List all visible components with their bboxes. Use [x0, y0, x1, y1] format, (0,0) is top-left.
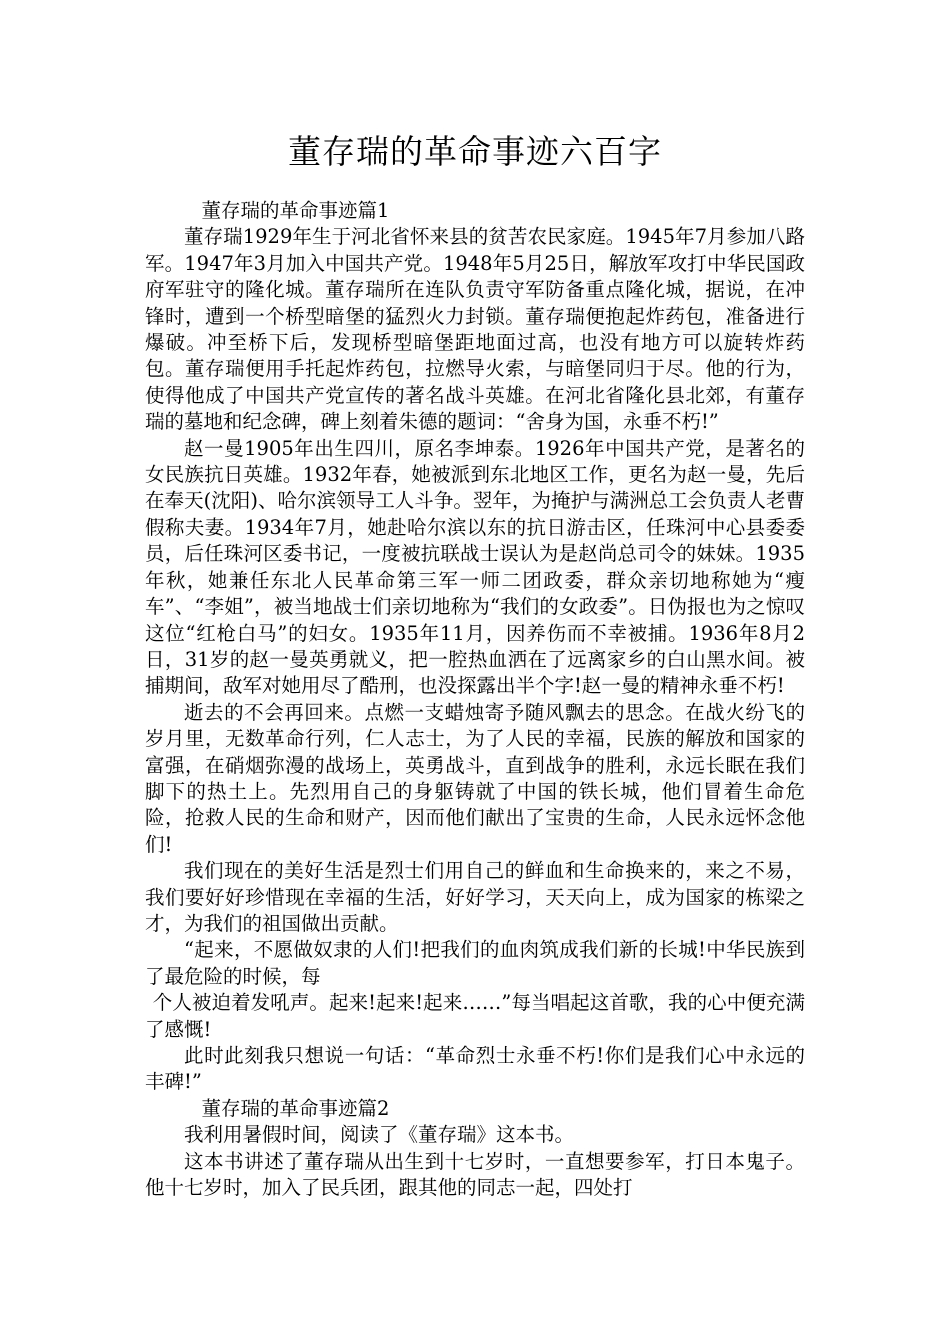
section-heading-1: 董存瑞的革命事迹篇1 [201, 199, 390, 222]
paragraph-anthem-part2: 个人被迫着发吼声。起来!起来!起来……”每当唱起这首歌，我的心中便充满了感慨! [145, 991, 805, 1041]
paragraph-tribute: 此时此刻我只想说一句话：“革命烈士永垂不朽!你们是我们心中永远的丰碑!” [145, 1044, 805, 1094]
paragraph-anthem-part1: “起来，不愿做奴隶的人们!把我们的血肉筑成我们新的长城!中华民族到了最危险的时候，每 [145, 938, 805, 988]
paragraph-remembrance: 逝去的不会再回来。点燃一支蜡烛寄予随风飘去的思念。在战火纷飞的岁月里，无数革命行列，仁人志士，为了人民的幸福，民族的解放和国家的富强，在硝烟弥漫的战场上，英勇战斗，直到战争的胜利，永远长眠在我们脚下的热土上。先烈用自己的身躯铸就了中国的铁长城，他们冒着生命危险，抢救人民的生命和财产，因而他们献出了宝贵的生命，人民永远怀念他们! [145, 700, 805, 856]
section-heading-2: 董存瑞的革命事迹篇2 [201, 1096, 390, 1120]
paragraph-book-summary: 这本书讲述了董存瑞从出生到十七岁时，一直想要参军，打日本鬼子。他十七岁时，加入了民兵团，跟其他的同志一起，四处打 [145, 1149, 805, 1200]
document-title: 董存瑞的革命事迹六百字 [288, 132, 662, 171]
paragraph-dong-cunrui: 董存瑞1929年生于河北省怀来县的贫苦农民家庭。1945年7月参加八路军。1947年3月加入中国共产党。1948年5月25日，解放军攻打中华民国政府军驻守的隆化城。董存瑞所在连队负责守军防备重点隆化城，据说，在冲锋时，遭到一个桥型暗堡的猛烈火力封锁。董存瑞便抱起炸药包，准备进行爆破。冲至桥下后，发现桥型暗堡距地面过高，也没有地方可以旋转炸药包。董存瑞便用手托起炸药包，拉燃导火索，与暗堡同归于尽。他的行为，使得他成了中国共产党宣传的著名战斗英雄。在河北省隆化县北郊，有董存瑞的墓地和纪念碑，碑上刻着朱德的题词：“舍身为国，永垂不朽!” [145, 225, 805, 434]
paragraph-zhao-yiman: 赵一曼1905年出生四川，原名李坤泰。1926年中国共产党，是著名的女民族抗日英雄。1932年春，她被派到东北地区工作，更名为赵一曼，先后在奉天(沈阳)、哈尔滨领导工人斗争。翌年，为掩护与满洲总工会负责人老曹假称夫妻。1934年7月，她赴哈尔滨以东的抗日游击区，任珠河中心县委委员，后任珠河区委书记，一度被抗联战士误认为是赵尚总司令的妹妹。1935年秋，她兼任东北人民革命第三军一师二团政委，群众亲切地称她为“瘦车”、“李姐”，被当地战士们亲切地称为“我们的女政委”。日伪报也为之惊叹这位“红枪白马”的妇女。1935年11月，因养伤而不幸被捕。1936年8月2日，31岁的赵一曼英勇就义，把一腔热血洒在了远离家乡的白山黑水间。被捕期间，敌军对她用尽了酷刑，也没探露出半个字!赵一曼的精神永垂不朽! [145, 436, 805, 698]
paragraph-summer-reading: 我利用暑假时间，阅读了《董存瑞》这本书。 [184, 1123, 575, 1147]
document-page [145, 130, 805, 1201]
paragraph-cherish-life: 我们现在的美好生活是烈士们用自己的鲜血和生命换来的，来之不易，我们要好好珍惜现在幸福的生活，好好学习，天天向上，成为国家的栋梁之才，为我们的祖国做出贡献。 [145, 859, 805, 935]
